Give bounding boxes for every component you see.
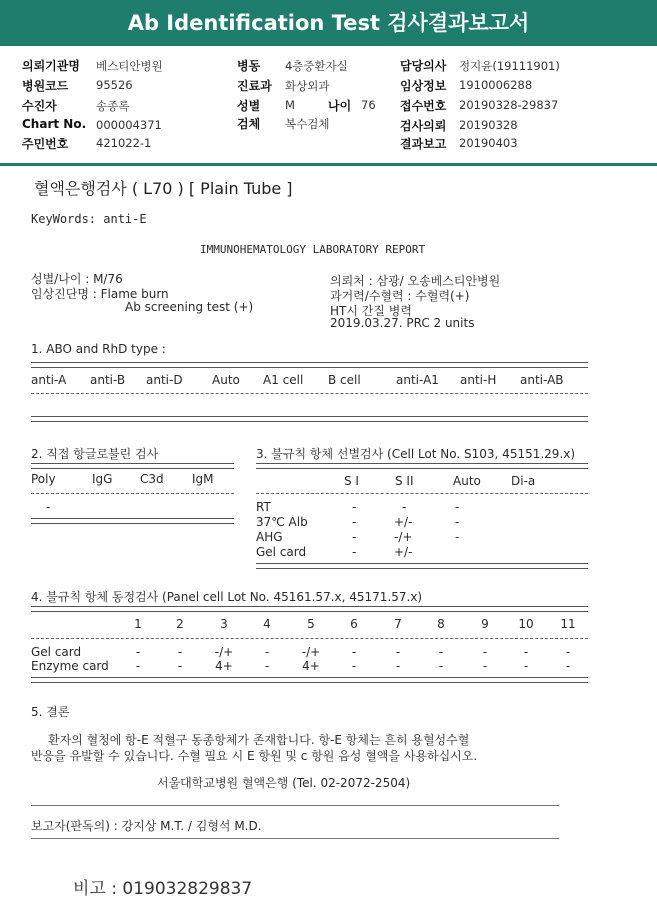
- code-label: 병원코드: [22, 79, 69, 93]
- double-rule: [256, 563, 588, 569]
- conclusion-line-1: 환자의 혈청에 항-E 적혈구 동종항체가 존재합니다. 항-E 항체는 흔히 용혈성수혈: [48, 733, 470, 747]
- requested-value: 20190328: [459, 118, 518, 132]
- s4-cell: -: [351, 659, 357, 673]
- s4-cell: 4+: [215, 659, 233, 673]
- lab-title: IMMUNOHEMATOLOGY LABORATORY REPORT: [200, 243, 426, 256]
- s3-row-label: 37℃ Alb: [256, 515, 308, 529]
- s4-cell: 4+: [302, 659, 320, 673]
- section-3-title: 3. 불규칙 항체 선별검사 (Cell Lot No. S103, 45151.29.x): [256, 447, 576, 461]
- s1-col-5: B cell: [328, 373, 361, 387]
- age-label: 나이: [328, 99, 352, 113]
- s4-col-header: 6: [350, 617, 358, 631]
- report-title: Ab Identification Test 검사결과보고서: [127, 11, 530, 35]
- double-rule: [31, 606, 588, 612]
- s3-cell: -: [352, 530, 357, 544]
- sex-label: 성별: [237, 99, 261, 113]
- chart-value: 000004371: [96, 118, 162, 132]
- s4-col-header: 8: [437, 617, 445, 631]
- rule: [31, 805, 559, 806]
- dashed-rule: [31, 393, 588, 394]
- s4-cell: -: [395, 659, 401, 673]
- s1-col-0: anti-A: [31, 373, 67, 387]
- s4-col-header: 4: [263, 617, 271, 631]
- keywords: KeyWords: anti-E: [31, 212, 147, 226]
- history-line-2: HT시 간질 병력: [330, 304, 412, 318]
- s3-cell: -: [352, 545, 357, 559]
- section-5-title: 5. 결론: [31, 705, 70, 719]
- s4-cell: -: [523, 645, 529, 659]
- dept-label: 진료과: [237, 79, 272, 93]
- s2-col-igg: IgG: [92, 472, 113, 486]
- requested-label: 검사의뢰: [400, 119, 447, 133]
- dept-value: 화상외과: [285, 79, 330, 93]
- section-4-title: 4. 불규칙 항체 동정검사 (Panel cell Lot No. 45161.57.x, 45171.57.x): [31, 590, 423, 604]
- sex-value: M: [285, 98, 295, 112]
- s3-row-label: RT: [256, 500, 271, 514]
- s3-cell: -: [352, 500, 357, 514]
- dashed-rule: [31, 493, 234, 494]
- patient-info-panel: [0, 54, 657, 158]
- s4-row-label: Enzyme card: [31, 659, 109, 673]
- double-rule: [31, 362, 588, 368]
- s4-col-header: 5: [307, 617, 315, 631]
- double-rule: [31, 677, 588, 683]
- s4-cell: -: [135, 659, 141, 673]
- receipt-value: 20190328-29837: [459, 98, 559, 112]
- rrn-label: 주민번호: [22, 137, 69, 151]
- report-heading: 혈액은행검사 ( L70 ) [ Plain Tube ]: [34, 179, 293, 198]
- s1-col-4: A1 cell: [263, 373, 304, 387]
- s4-col-header: 7: [394, 617, 402, 631]
- s1-col-2: anti-D: [146, 373, 183, 387]
- s1-col-1: anti-B: [90, 373, 126, 387]
- recipient-label: 수진자: [22, 99, 57, 113]
- hospital-value: 베스티안병원: [96, 59, 163, 73]
- s2-col-igm: IgM: [192, 472, 214, 486]
- ward-value: 4층중환자실: [285, 59, 348, 73]
- chart-label: Chart No.: [22, 117, 87, 131]
- age-value: 76: [361, 98, 376, 112]
- s2-col-c3d: C3d: [140, 472, 164, 486]
- s4-cell: -: [177, 645, 183, 659]
- s4-cell: -: [438, 659, 444, 673]
- s3-col-sii: S II: [395, 474, 414, 488]
- diagnosis-line: 임상진단명 : Flame burn: [31, 287, 169, 301]
- s4-cell: -/+: [214, 645, 234, 659]
- requester-line: 의뢰처 : 삼광/ 오송베스티안병원: [330, 274, 501, 288]
- s3-cell: +/-: [394, 545, 413, 559]
- s4-col-header: 1: [134, 617, 142, 631]
- s3-col-auto: Auto: [453, 474, 481, 488]
- s4-cell: -: [177, 659, 183, 673]
- double-rule: [31, 416, 588, 422]
- rule: [31, 838, 559, 839]
- clinical-label: 임상정보: [400, 79, 447, 93]
- remark-line: 비고 : 019032829837: [73, 879, 253, 899]
- header-divider: [0, 163, 657, 166]
- reported-label: 결과보고: [400, 137, 447, 151]
- s1-col-8: anti-AB: [520, 373, 564, 387]
- s4-col-header: 10: [518, 617, 534, 631]
- reported-value: 20190403: [459, 136, 518, 150]
- doctor-value: 정지윤(19111901): [459, 59, 560, 73]
- s3-cell: -: [352, 515, 357, 529]
- rrn-value: 421022-1: [96, 136, 152, 150]
- reporter-line: 보고자(판독의) : 강지상 M.T. / 김형석 M.D.: [31, 819, 262, 833]
- s4-cell: -: [264, 645, 270, 659]
- doctor-label: 담당의사: [400, 59, 447, 73]
- double-rule: [31, 518, 234, 524]
- dashed-rule: [31, 638, 588, 639]
- s4-cell: -: [482, 659, 488, 673]
- ward-label: 병동: [237, 59, 261, 73]
- double-rule: [31, 463, 234, 469]
- blood-bank-line: 서울대학교병원 혈액은행 (Tel. 02-2072-2504): [157, 776, 411, 790]
- s4-cell: -: [438, 645, 444, 659]
- sex-age-line: 성별/나이 : M/76: [31, 272, 123, 286]
- s4-cell: -: [395, 645, 401, 659]
- conclusion-line-2: 반응을 유발할 수 있습니다. 수혈 필요 시 E 항원 및 c 항원 음성 혈액을 사용하십시오.: [31, 749, 478, 763]
- s4-col-header: 9: [481, 617, 489, 631]
- s4-cell: -: [565, 645, 571, 659]
- s3-col-dia: Di-a: [511, 474, 536, 488]
- history-line-3: 2019.03.27. PRC 2 units: [330, 316, 475, 330]
- s1-col-7: anti-H: [460, 373, 497, 387]
- dashed-rule: [256, 493, 588, 494]
- clinical-value: 1910006288: [459, 78, 533, 92]
- diagnosis-line-2: Ab screening test (+): [125, 300, 254, 314]
- specimen-value: 복수검체: [285, 117, 330, 131]
- s3-cell: -: [455, 530, 460, 544]
- s3-cell: -: [402, 500, 407, 514]
- section-1-title: 1. ABO and RhD type :: [31, 342, 166, 356]
- receipt-label: 접수번호: [400, 99, 447, 113]
- s4-row-label: Gel card: [31, 645, 82, 659]
- recipient-value: 송종록: [96, 99, 130, 113]
- double-rule: [256, 463, 588, 469]
- s4-col-header: 3: [220, 617, 228, 631]
- s4-cell: -: [565, 659, 571, 673]
- history-line: 과거력/수혈력 : 수혈력(+): [330, 289, 470, 303]
- s3-cell: -: [455, 515, 460, 529]
- s4-cell: -: [523, 659, 529, 673]
- s4-cell: -/+: [301, 645, 321, 659]
- s4-cell: -: [135, 645, 141, 659]
- code-value: 95526: [96, 78, 133, 92]
- s3-cell: -/+: [394, 530, 413, 544]
- s2-col-poly: Poly: [31, 472, 56, 486]
- s3-row-label: Gel card: [256, 545, 307, 559]
- s3-col-si: S I: [344, 474, 359, 488]
- s3-cell: +/-: [394, 515, 413, 529]
- s3-row-label: AHG: [256, 530, 283, 544]
- s4-col-header: 11: [560, 617, 576, 631]
- hospital-label: 의뢰기관명: [22, 59, 80, 73]
- specimen-label: 검체: [237, 117, 261, 131]
- s4-col-header: 2: [176, 617, 184, 631]
- s4-cell: -: [351, 645, 357, 659]
- report-header: [0, 0, 657, 46]
- s4-cell: -: [264, 659, 270, 673]
- s1-col-3: Auto: [212, 373, 240, 387]
- section-2-title: 2. 직접 항글로불린 검사: [31, 447, 159, 461]
- s4-cell: -: [482, 645, 488, 659]
- s3-cell: -: [455, 500, 460, 514]
- s1-col-6: anti-A1: [396, 373, 439, 387]
- s2-value: -: [46, 500, 51, 514]
